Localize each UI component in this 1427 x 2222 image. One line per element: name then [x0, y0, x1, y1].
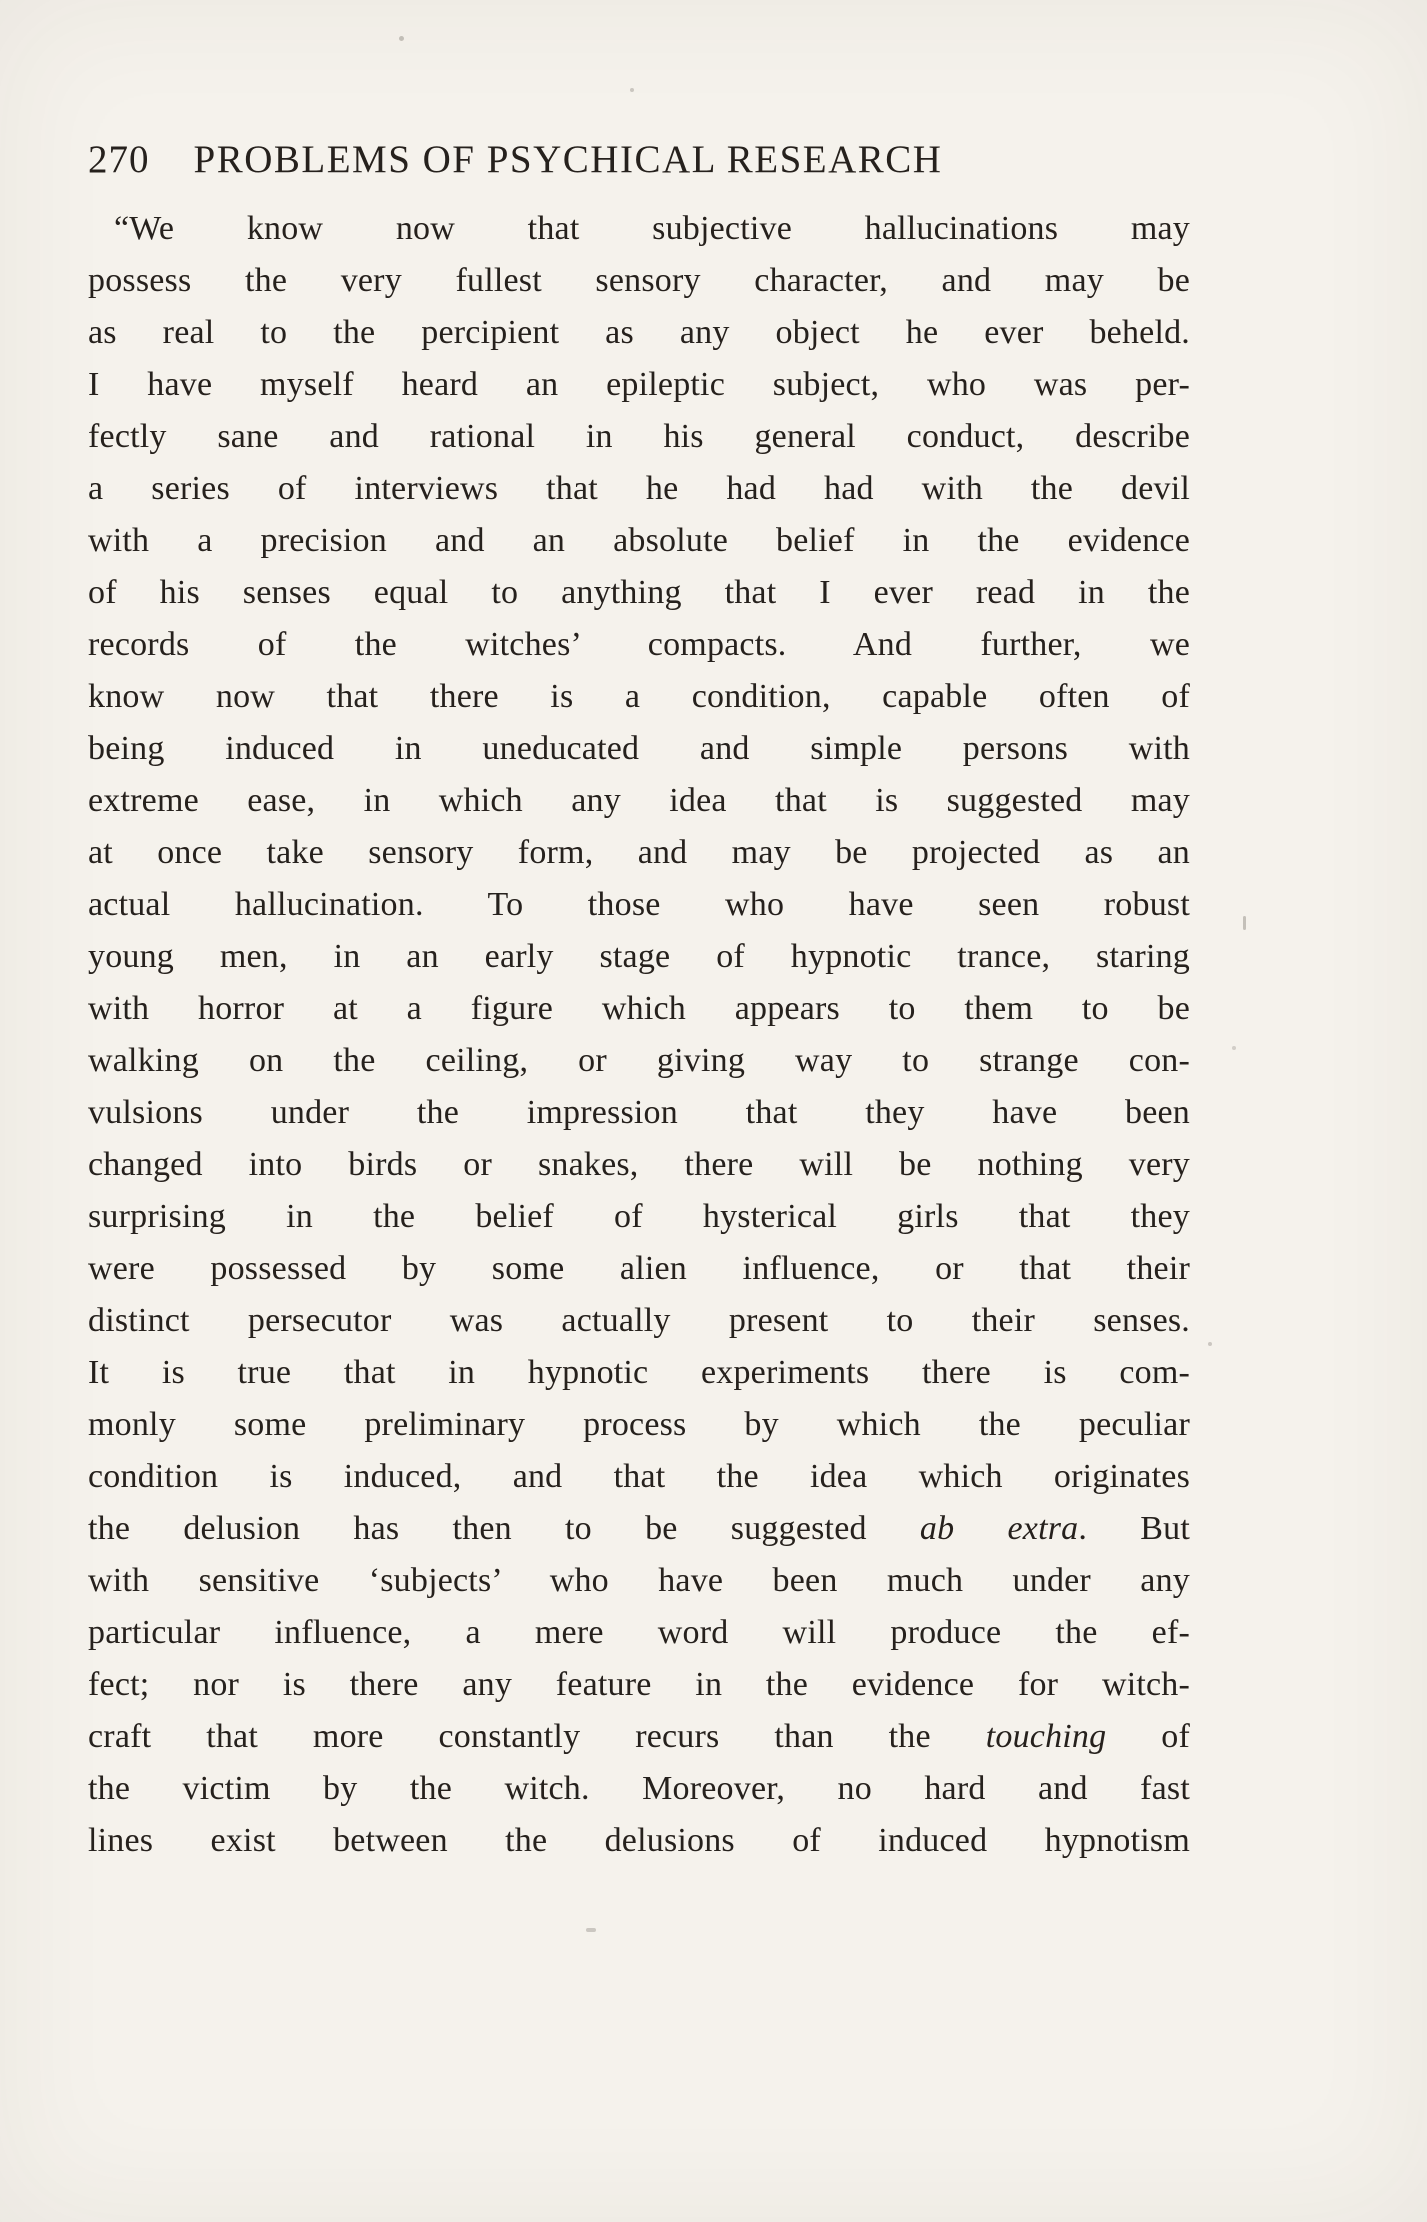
text-segment: know now that there is a condition, capable often of: [88, 678, 1190, 715]
text-segment: lines exist between the delusions of induced hypnotism: [88, 1822, 1190, 1859]
text-line: [88, 1035, 1190, 1087]
text-segment: with a precision and an absolute belief in the evidence: [88, 522, 1190, 559]
text-segment: were possessed by some alien influence, or that their: [88, 1250, 1190, 1287]
text-line: [88, 1399, 1190, 1451]
text-segment: the delusion has then to be suggested: [88, 1510, 920, 1547]
text-segment: of his senses equal to anything that I ever read in the: [88, 574, 1190, 611]
text-segment: It is true that in hypnotic experiments there is com-: [88, 1354, 1190, 1391]
text-segment: at once take sensory form, and may be projected as an: [88, 834, 1190, 871]
text-segment: craft that more constantly recurs than the: [88, 1718, 986, 1755]
text-line: [88, 827, 1190, 879]
scan-speck: [586, 1928, 596, 1932]
text-line: [88, 1659, 1190, 1711]
text-segment: actual hallucination. To those who have seen robust: [88, 886, 1190, 923]
text-line: [88, 1763, 1190, 1815]
text-line: [88, 255, 1190, 307]
text-segment: distinct persecutor was actually present to their senses.: [88, 1302, 1190, 1339]
text-segment: extreme ease, in which any idea that is suggested may: [88, 782, 1190, 819]
text-segment: records of the witches’ compacts. And further, we: [88, 626, 1190, 663]
scan-speck: [1232, 1046, 1236, 1050]
text-segment: fectly sane and rational in his general conduct, describe: [88, 418, 1190, 455]
page-number: 270: [88, 138, 150, 181]
text-line: [88, 723, 1190, 775]
text-segment: the victim by the witch. Moreover, no hard and fast: [88, 1770, 1190, 1807]
scan-speck: [399, 36, 404, 41]
text-line: [88, 931, 1190, 983]
text-segment: surprising in the belief of hysterical girls that they: [88, 1198, 1190, 1235]
scan-speck: [1208, 1342, 1212, 1346]
text-segment: being induced in uneducated and simple persons with: [88, 730, 1190, 767]
text-segment: fect; nor is there any feature in the evidence for witch-: [88, 1666, 1190, 1703]
text-line: [88, 1295, 1190, 1347]
page-title: PROBLEMS OF PSYCHICAL RESEARCH: [193, 138, 943, 181]
text-line: [88, 1139, 1190, 1191]
running-header: [88, 140, 1190, 179]
text-line: [88, 1451, 1190, 1503]
text-line: [88, 983, 1190, 1035]
text-segment: “We know now that subjective hallucinations may: [114, 210, 1190, 247]
text-line: [88, 671, 1190, 723]
text-line: [88, 567, 1190, 619]
text-segment: young men, in an early stage of hypnotic trance, staring: [88, 938, 1190, 975]
italic-text-segment: touching: [985, 1718, 1107, 1755]
text-line: [88, 775, 1190, 827]
scan-speck: [1243, 916, 1246, 930]
text-line: [88, 203, 1190, 255]
text-line: [88, 1191, 1190, 1243]
text-line: [88, 1503, 1190, 1555]
text-segment: vulsions under the impression that they have been: [88, 1094, 1190, 1131]
text-segment: as real to the percipient as any object he ever beheld.: [88, 314, 1190, 351]
text-segment: particular influence, a mere word will produce the ef-: [88, 1614, 1190, 1651]
text-line: [88, 1607, 1190, 1659]
text-line: [88, 307, 1190, 359]
text-line: [88, 411, 1190, 463]
text-segment: condition is induced, and that the idea which originates: [88, 1458, 1190, 1495]
text-segment: of: [1106, 1718, 1190, 1755]
text-line: [88, 359, 1190, 411]
text-line: [88, 1815, 1190, 1867]
text-segment: monly some preliminary process by which the peculiar: [88, 1406, 1190, 1443]
text-line: [88, 1087, 1190, 1139]
italic-text-segment: ab extra: [919, 1510, 1079, 1547]
text-segment: a series of interviews that he had had with the devil: [88, 470, 1190, 507]
text-segment: walking on the ceiling, or giving way to strange con-: [88, 1042, 1190, 1079]
text-segment: . But: [1078, 1510, 1190, 1547]
text-line: [88, 1711, 1190, 1763]
text-line: [88, 879, 1190, 931]
text-segment: changed into birds or snakes, there will be nothing very: [88, 1146, 1190, 1183]
text-segment: with horror at a figure which appears to them to be: [88, 990, 1190, 1027]
text-segment: possess the very fullest sensory character, and may be: [88, 262, 1190, 299]
text-line: [88, 1555, 1190, 1607]
text-line: [88, 1347, 1190, 1399]
text-segment: I have myself heard an epileptic subject, who was per-: [88, 366, 1190, 403]
text-line: [88, 515, 1190, 567]
body-text: [88, 203, 1190, 1867]
page-content: [88, 140, 1190, 1867]
text-line: [88, 619, 1190, 671]
scan-speck: [630, 88, 634, 92]
text-line: [88, 463, 1190, 515]
text-segment: with sensitive ‘subjects’ who have been much under any: [88, 1562, 1190, 1599]
text-line: [88, 1243, 1190, 1295]
